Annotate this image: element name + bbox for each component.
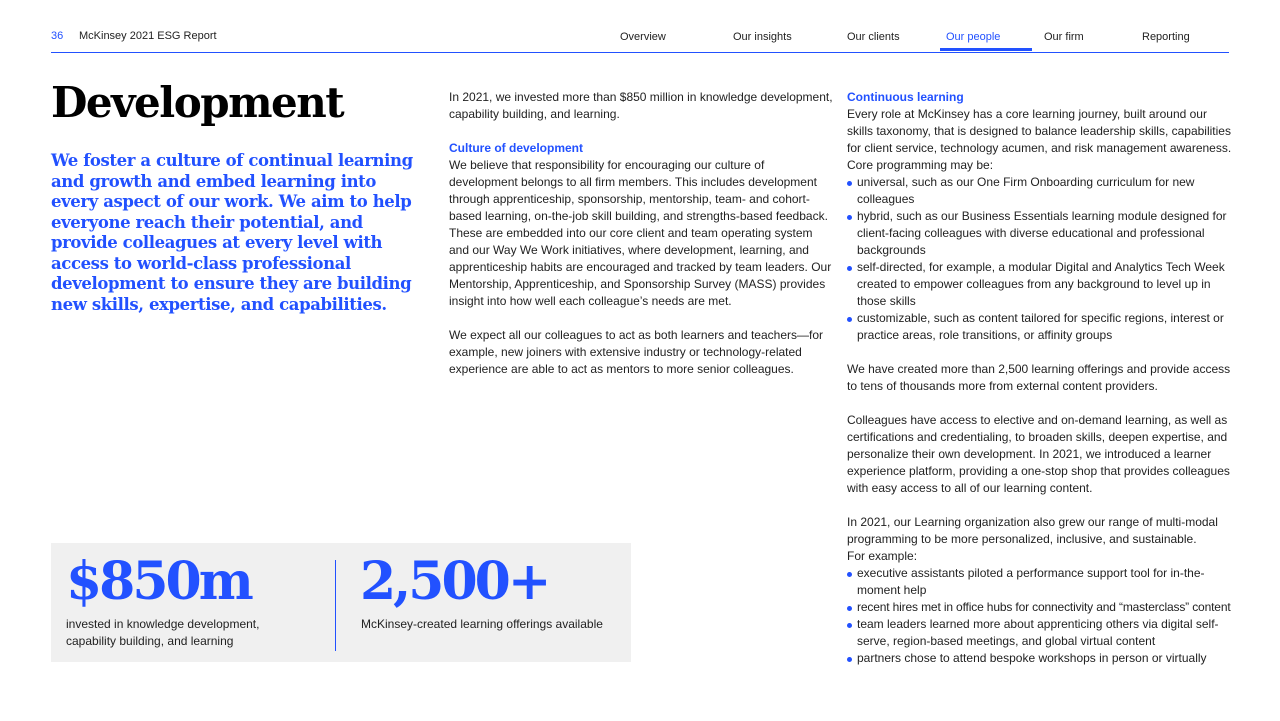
stats-divider [335,560,336,651]
access-body: Colleagues have access to elective and on-demand learning, as well as certifications and credentialing, to broaden skills, deepen expertise, and personalize their own development. In 2021, we introduced a learner experience platform, providing a one-stop shop that provides colleagues with easy access to all of our learning content. [847,413,1230,495]
list-item: hybrid, such as our Business Essentials learning module designed for client-facing colleagues with diverse educational and professional backgrounds [847,208,1233,259]
top-nav [620,31,1229,52]
examples-list [847,565,1233,667]
culture-heading: Culture of development [449,141,584,155]
list-item: customizable, such as content tailored for specific regions, interest or practice areas, role transitions, or affinity groups [847,310,1233,344]
column-culture [449,89,833,395]
list-item: recent hires met in office hubs for connectivity and “masterclass” content [847,599,1233,616]
page-title: Development [51,78,344,127]
nav-our-firm[interactable]: Our firm [1044,31,1084,43]
nav-our-insights[interactable]: Our insights [733,31,792,43]
stat-offerings-value: 2,500+ [360,551,549,612]
column-continuous-learning [847,89,1233,684]
investment-intro: In 2021, we invested more than $850 million in knowledge development, capability building, and learning. [449,90,833,121]
report-title: McKinsey 2021 ESG Report [79,30,217,42]
stat-offerings-label: McKinsey-created learning offerings available [361,617,603,631]
continuous-learning-heading: Continuous learning [847,90,964,104]
nav-overview[interactable]: Overview [620,31,666,43]
top-bar [51,0,1229,53]
stats-panel [51,543,631,662]
offerings-body: We have created more than 2,500 learning offerings and provide access to tens of thousands more from external content providers. [847,362,1231,393]
multimodal-body: In 2021, our Learning organization also grew our range of multi-modal programming to be more personalized, inclusive, and sustainable. [847,515,1218,546]
list-item: team leaders learned more about apprenticing others via digital self-serve, region-based meetings, and global virtual content [847,616,1233,650]
example-intro: For example: [847,549,918,563]
lead-statement: We foster a culture of continual learning and growth and embed learning into every aspect of our work. We aim to help everyone reach their potential, and provide colleagues at every level with access to world-class professional development to ensure they are building new skills, expertise, and capabilities. [51,151,413,314]
stat-investment-value: $850m [66,551,251,612]
list-item: self-directed, for example, a modular Digital and Analytics Tech Week created to empower colleagues from any background to level up in those skills [847,259,1233,310]
nav-our-people[interactable]: Our people [940,31,1032,51]
culture-body: We believe that responsibility for encouraging our culture of development belongs to all firm members. This includes development through apprenticeship, sponsorship, mentorship, team- and cohort-based learning, on-the-job skill building, and strengths-based feedback. These are embedded into our core client and team operating system and our Way We Work initiatives, where development, learning, and apprenticeship habits are encouraged and tracked by team leaders. Our Mentorship, Apprenticeship, and Sponsorship Survey (MASS) provides insight into how well each colleague’s needs are met. [449,158,832,308]
list-item: universal, such as our One Firm Onboarding curriculum for new colleagues [847,174,1233,208]
stat-investment-label: invested in knowledge development, capability building, and learning [66,617,260,648]
expectations-body: We expect all our colleagues to act as both learners and teachers—for example, new joiners with extensive industry or technology-related experience are able to act as mentors to more senior colleagues. [449,328,823,376]
continuous-learning-intro: Every role at McKinsey has a core learning journey, built around our skills taxonomy, that is designed to balance leadership skills, capabilities for client service, technology acumen, and risk management awareness. Core programming may be: [847,107,1232,172]
core-programming-list [847,174,1233,344]
page-number: 36 [51,30,64,42]
nav-reporting[interactable]: Reporting [1142,31,1190,43]
list-item: partners chose to attend bespoke workshops in person or virtually [847,650,1233,667]
list-item: executive assistants piloted a performance support tool for in-the-moment help [847,565,1233,599]
nav-our-clients[interactable]: Our clients [847,31,900,43]
